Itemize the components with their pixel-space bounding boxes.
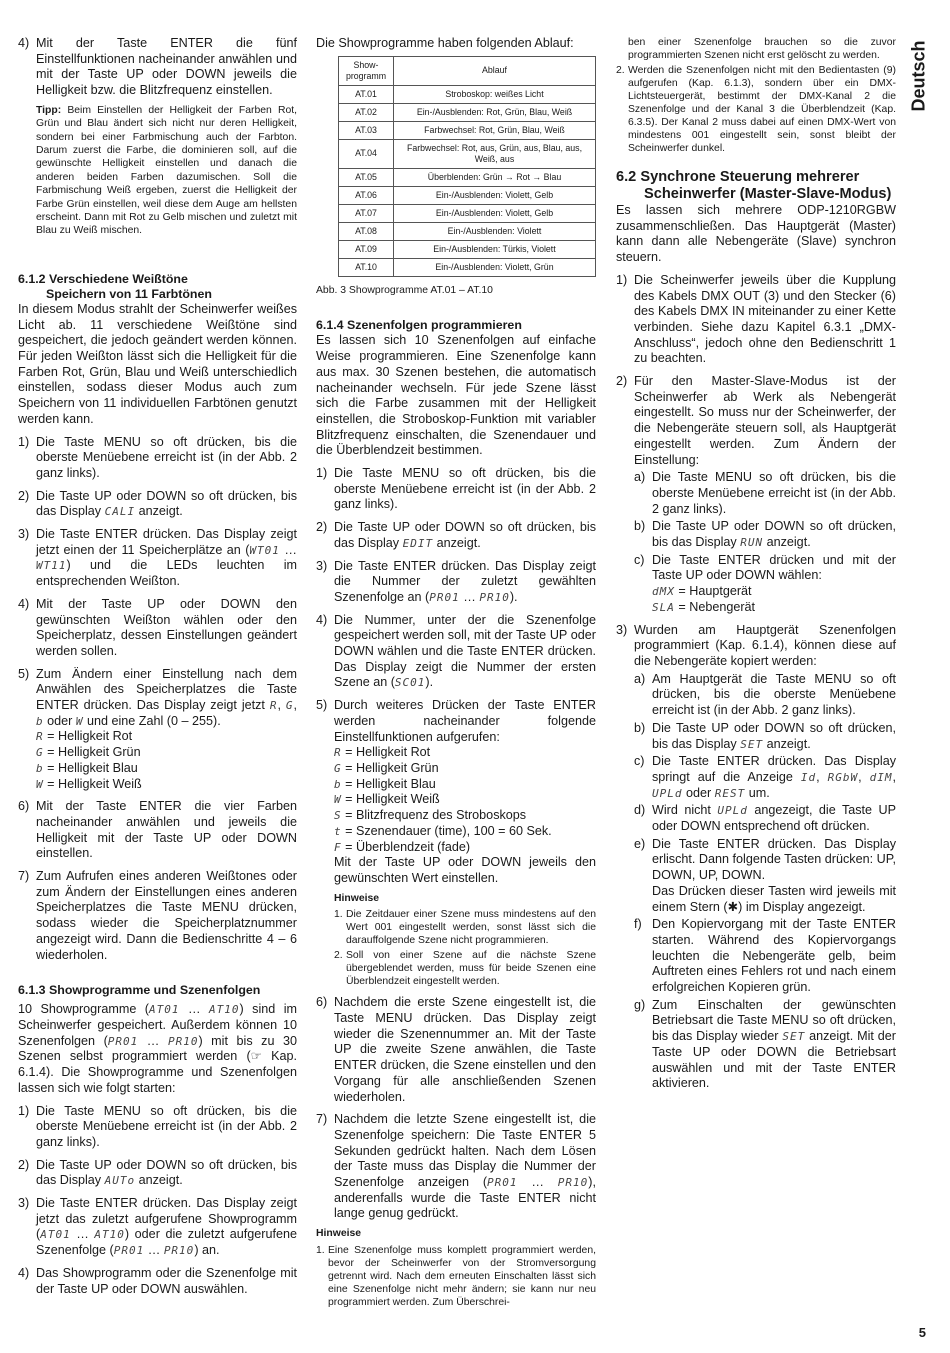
list-item: b) Die Taste UP oder DOWN so oft drücken, bis das Display RUN anzeigt. [634, 519, 896, 550]
definition-line: W = Helligkeit Weiß [334, 792, 440, 807]
tip-paragraph: Tipp: Beim Einstellen der Helligkeit der Farben Rot, Grün und Blau ändert sich nicht nur deren Helligkeit, sondern bei einer Farbmischung auch der Farbton. Darum zuerst die Farbe, die dominieren soll, auf die gewünschte Helligkeit einstellen und danach die anderen beiden Farben dazumischen. Soll die Farbmischung Weiß ergeben, zuerst die Helligkeit der Farbe Grün einstellen, weil diese dem Auge am hellsten erscheint. Dann mit Rot zu Gelb mischen und zuletzt mit Blau zu Weiß mischen. [36, 104, 298, 237]
steps-6-1-1-continued [18, 36, 297, 238]
list-item: 1) Die Taste MENU so oft drücken, bis die oberste Menüebene erreicht ist (in der Abb. 2 ganz links). [18, 1103, 297, 1149]
list-item: 1) Die Taste MENU so oft drücken, bis die oberste Menüebene erreicht ist (in der Abb. 2 ganz links). [316, 466, 596, 512]
notes-heading: Hinweise [334, 892, 380, 904]
definition-line: SLA = Nebengerät [652, 599, 756, 614]
list-item: 1) Die Taste MENU so oft drücken, bis die oberste Menüebene erreicht ist (in der Abb. 2 ganz links). [18, 434, 297, 480]
program-id-cell: AT.07 [339, 204, 394, 222]
lcd-text: RUN [740, 536, 764, 550]
list-item: c) Die Taste ENTER drücken. Das Display springt auf die Anzeige Id, RGbW, dIM, UPLd oder REST um. [634, 754, 897, 800]
table-row [339, 121, 596, 139]
paragraph: Es lassen sich 10 Szenenfolgen auf einfache Weise programmieren. Eine Szenenfolge kann aus max. 30 Szenen bestehen, die automatisch nacheinander wechseln. Für jede Szene lässt sich die Farbe zusammen mit der Helligkeit einstellen, die Stroboskop-Funktion mit variabler Blitzfrequenz einschalten, die Szenendauer und die Überblendzeit bestimmen. [316, 333, 596, 458]
note-item: ben einer Szenenfolge brauchen so die zuvor programmierten Szenen nicht erst gelöscht zu werden. [628, 37, 896, 61]
heading-6-1-3: 6.1.3 Showprogramme und Szenenfolgen [18, 983, 261, 998]
program-id-cell: AT.06 [339, 186, 394, 204]
list-item: 3) Die Taste ENTER drücken. Das Display zeigt jetzt einen der 11 Speicherplätze an (WT01 … WT11) und die LEDs leuchten im entsprechenden Weißton. [18, 527, 297, 589]
substeps [634, 470, 896, 615]
definition-line: R = Helligkeit Rot [36, 729, 133, 744]
lcd-text: WT11 [36, 559, 67, 573]
lcd-text: AUTo [104, 1174, 136, 1188]
table-header-cell: Ablauf [394, 56, 596, 85]
notes-heading: Hinweise [316, 1228, 362, 1240]
list-item: 2) Die Taste UP oder DOWN so oft drücken, bis das Display EDIT anzeigt. [316, 520, 596, 550]
lcd-text: W [75, 714, 84, 728]
heading-6-2: 6.2 Synchrone Steuerung mehrerer Scheinwerfer (Master-Slave-Modus) [616, 169, 892, 202]
lcd-text: EDIT [402, 536, 434, 550]
figure-caption: Abb. 3 Showprogramme AT.01 – AT.10 [316, 284, 493, 296]
heading-6-1-4: 6.1.4 Szenenfolgen programmieren [316, 318, 522, 333]
table-row [339, 168, 596, 186]
table-intro: Die Showprogramme haben folgenden Ablauf: [316, 36, 574, 50]
program-desc-cell: Ein-/Ausblenden: Violett, Gelb [394, 204, 596, 222]
list-item: 7) Zum Aufrufen eines anderen Weißtones oder zum Ändern der Einstellungen eines anderen Speicherplatzes die Taste MENU drücken, sodass wieder die Speicherplatznummer angezeigt wird. Dann die Bedienschritte 4 – 6 wiederholen. [18, 869, 297, 962]
definition-line: b = Helligkeit Blau [334, 776, 436, 791]
note-item: 1. Eine Szenenfolge muss komplett programmiert werden, bevor der Scheinwerfer von der Stromversorgung getrennt wird. Nach dem erneuten Einschalten lässt sich eine Szenenfolge nicht mehr ändern; sie kann nur neu programmiert werden. Zum Überschrei- [316, 1244, 596, 1308]
steps-6-2 [616, 273, 896, 1092]
column-2 [316, 36, 596, 1309]
definition-line: F = Überblendzeit (fade) [334, 839, 471, 854]
notes-list [334, 908, 596, 988]
list-item: 4) Die Nummer, unter der die Szenenfolge gespeichert werden soll, mit der Taste UP oder DOWN wählen und die Taste ENTER drücken. Das Display zeigt die Nummer der ersten Szene an (SC01). [316, 612, 596, 690]
program-desc-cell: Ein-/Ausblenden: Violett, Grün [394, 258, 596, 276]
list-item: 5) Zum Ändern einer Einstellung nach dem Anwählen des Speicherplatzes die Taste ENTER drücken. Das Display zeigt jetzt R, G, b oder W und eine Zahl (0 – 255). R = Helligkeit Rot G = Helligkeit Grün b = Helligkeit Blau W = Helligkeit Weiß [18, 666, 298, 791]
lcd-text: G [285, 699, 294, 713]
heading-6-1-2: 6.1.2 Verschiedene Weißtöne Speichern von 11 Farbtönen [18, 271, 212, 301]
steps-6-1-3 [18, 1104, 297, 1298]
list-item: 4) Das Showprogramm oder die Szenenfolge mit der Taste UP oder DOWN auswählen. [18, 1265, 297, 1296]
definition-line: G = Helligkeit Grün [36, 745, 141, 760]
steps-6-1-2 [18, 435, 297, 964]
lcd-text: SET [740, 737, 764, 751]
definition-line: W = Helligkeit Weiß [36, 776, 142, 791]
definition-line: b = Helligkeit Blau [36, 760, 138, 775]
program-desc-cell: Überblenden: Grün → Rot → Blau [394, 168, 596, 186]
lcd-text: WT01 [249, 543, 280, 557]
note-item: 2. Werden die Szenenfolgen nicht mit den Bedientasten (9) aufgerufen (Kap. 6.1.3), sondern über ein DMX-Lichtsteuergerät, bestimmt der DMX-Kanal 2 die Szenenfolge und der Kanal 3 die Überblendzeit (Kap. 6.3.5). Der Kanal 2 muss dabei auf einen DMX-Wert von mindestens 001 eingestellt sein, sonst bleibt der Scheinwerfer dunkel. [616, 65, 896, 154]
program-desc-cell: Farbwechsel: Rot, Grün, Blau, Weiß [394, 121, 596, 139]
lcd-text: b [36, 714, 44, 728]
list-item: 2) Die Taste UP oder DOWN so oft drücken, bis das Display AUTo anzeigt. [18, 1157, 297, 1188]
paragraph: Es lassen sich mehrere ODP-1210RGBW zusammenschließen. Das Hauptgerät (Master) kann dann alle Nebengeräte (Slave) synchron steuern. [616, 203, 896, 265]
list-item: a) Die Taste MENU so oft drücken, bis die oberste Menüebene erreicht ist (in der Abb. 2 ganz links). [634, 470, 896, 516]
list-item: 1) Die Scheinwerfer jeweils über die Kupplung des Kabels DMX OUT (3) und den Stecker (6) des Kabels DMX IN miteinander zu einer Kette verbinden. Siehe dazu Kapitel 6.3.1 „DMX-Anschluss“, jedoch ohne den Bedienschritt 1 zu beachten. [616, 272, 896, 366]
notes-list [316, 1244, 596, 1309]
definition-line: G = Helligkeit Grün [334, 760, 439, 775]
list-item: d) Wird nicht UPLd angezeigt, die Taste UP oder DOWN entsprechend oft drücken. [634, 803, 896, 834]
list-item: b) Die Taste UP oder DOWN so oft drücken, bis das Display SET anzeigt. [634, 720, 896, 751]
substeps [634, 672, 896, 1092]
program-desc-cell: Ein-/Ausblenden: Türkis, Violett [394, 240, 596, 258]
program-id-cell: AT.09 [339, 240, 394, 258]
program-id-cell: AT.05 [339, 168, 394, 186]
list-item: 7) Nachdem die letzte Szene eingestellt ist, die Szenenfolge speichern: Die Taste ENTER 5 Sekunden gedrückt halten. Nach dem Lösen der Taste muss das Display die Nummer der Szenenfolge anzeigen (PR01 … PR10), anderenfalls wurde die Taste ENTER nicht lange genug gedrückt. [316, 1112, 596, 1221]
list-item: 3) Wurden am Hauptgerät Szenenfolgen programmiert (Kap. 6.1.4), können diese auf die Nebengeräte kopiert werden: a) Am Hauptgerät die Taste MENU so oft drücken, bis die oberste Menüebene erreicht ist (in der Abb. 2 ganz links). b) Die Taste UP oder DOWN so oft drücken, bis das Display SET anzeigt. c) Die Taste ENTER drücken. Das Display springt auf die Anzeige Id, RGbW, dIM, UPLd oder REST um. d) Wird nicht UPLd angezeigt, die Taste UP oder DOWN entsprechend oft drücken. e) Die Taste ENTER drücken. Das Display erlischt. Dann folgende Tasten drücken: UP, DOWN, UP, DOWN. Das Drücken dieser Tasten wird jeweils mit einem Stern (✱) im Display angezeigt. f) Den Kopiervorgang mit der Taste ENTER starten. Während des Kopiervorgangs leuchten die Nebengeräte gelb, beim Auftreten eines Fehlers rot und nach einem erfolgreichen Kopieren grün. g) Zum Einschalten der gewünschten Betriebsart die Taste MENU so oft drücken, bis das Display wieder SET anzeigt. Mit der Taste UP oder DOWN die Betriebsart auswählen und mit der Taste ENTER aktivieren. [616, 622, 897, 1091]
tip-label: Tipp: [36, 104, 62, 116]
list-item: a) Am Hauptgerät die Taste MENU so oft drücken, bis die oberste Menüebene erreicht ist (in der Abb. 2 ganz links). [634, 671, 896, 718]
language-tab [904, 36, 934, 116]
table-header-row [339, 56, 596, 85]
list-item: e) Die Taste ENTER drücken. Das Display erlischt. Dann folgende Tasten drücken: UP, DOWN, UP, DOWN. Das Drücken dieser Tasten wird jeweils mit einem Stern (✱) im Display angezeigt. [634, 836, 896, 914]
list-item: 3) Die Taste ENTER drücken. Das Display zeigt die Nummer der zuletzt gewählten Szenenfolge an (PR01 … PR10). [316, 558, 596, 604]
list-item: 4) Mit der Taste UP oder DOWN den gewünschten Weißton wählen oder den Speicherplatz, dessen Einstellungen geändert werden sollen. [18, 596, 297, 658]
list-item: 5) Durch weiteres Drücken der Taste ENTER werden nacheinander folgende Einstellfunktionen aufgerufen: R = Helligkeit Rot G = Helligkeit Grün b = Helligkeit Blau W = Helligkeit Weiß S = Blitzfrequenz des Stroboskops t = Szenendauer (time), 100 = 60 Sek. F = Überblendzeit (fade) Mit der Taste UP oder DOWN jeweils den gewünschten Wert einstellen. Hinweise 1. Die Zeitdauer einer Szene muss mindestens auf den Wert 001 eingestellt werden, sonst lässt sich die darauffolgende Szene nicht programmieren. 2. Soll von einer Szene auf die nächste Szene übergeblendet werden, muss für beide Szenen eine Überblendzeit eingestellt werden. [316, 698, 596, 988]
list-item: 2) Die Taste UP oder DOWN so oft drücken, bis das Display CALI anzeigt. [18, 488, 297, 519]
program-desc-cell: Stroboskop: weißes Licht [394, 85, 596, 103]
notes-list-continued [616, 36, 896, 155]
page-number: 5 [918, 1325, 926, 1340]
list-item: g) Zum Einschalten der gewünschten Betriebsart die Taste MENU so oft drücken, bis das Display wieder SET anzeigt. Mit der Taste UP oder DOWN die Betriebsart auswählen und mit der Taste ENTER aktivieren. [634, 997, 896, 1091]
program-id-cell: AT.02 [339, 103, 394, 121]
definition-line: Mit der Taste UP oder DOWN jeweils den gewünschten Wert einstellen. [334, 855, 596, 885]
table-row [339, 258, 596, 276]
list-item: 6) Mit der Taste ENTER die vier Farben nacheinander anwählen und jeweils die Helligkeit mit der Taste UP oder DOWN einstellen. [18, 799, 297, 861]
list-item: 2) Für den Master-Slave-Modus ist der Scheinwerfer ab Werk als Nebengerät eingestellt. So muss nur der Scheinwerfer, der die Nebengeräte steuern soll, als Hauptgerät eingestellt werden. Zum Ändern der Einstellung: a) Die Taste MENU so oft drücken, bis die oberste Menüebene erreicht ist (in der Abb. 2 ganz links). b) Die Taste UP oder DOWN so oft drücken, bis das Display RUN anzeigt. c) Die Taste ENTER drücken und mit der Taste UP oder DOWN wählen: dMX = Hauptgerät SLA = Nebengerät [616, 374, 896, 614]
list-item: 3) Die Taste ENTER drücken. Das Display zeigt jetzt das zuletzt aufgerufene Showprogramm (AT01 … AT10) oder die zuletzt aufgerufene Szenenfolge (PR01 … PR10) an. [18, 1196, 297, 1258]
column-3 [616, 36, 896, 1092]
program-desc-cell: Ein-/Ausblenden: Rot, Grün, Blau, Weiß [394, 103, 596, 121]
table-row [339, 204, 596, 222]
table-row [339, 186, 596, 204]
table-row [339, 240, 596, 258]
list-item: f) Den Kopiervorgang mit der Taste ENTER starten. Während des Kopiervorgangs leuchten die Nebengeräte gelb, beim Auftreten eines Fehlers rot und nach einem erfolgreichen Kopieren grün. [634, 917, 896, 995]
showprogram-table [338, 56, 596, 277]
program-id-cell: AT.03 [339, 121, 394, 139]
program-id-cell: AT.01 [339, 85, 394, 103]
note-item: 1. Die Zeitdauer einer Szene muss mindestens auf den Wert 001 eingestellt werden, sonst lässt sich die darauffolgende Szene nicht programmieren. [334, 909, 596, 947]
list-item: c) Die Taste ENTER drücken und mit der Taste UP oder DOWN wählen: dMX = Hauptgerät SLA = Nebengerät [634, 552, 896, 614]
definition-line: t = Szenendauer (time), 100 = 60 Sek. [334, 823, 552, 838]
program-id-cell: AT.10 [339, 258, 394, 276]
table-row [339, 85, 596, 103]
paragraph: In diesem Modus strahlt der Scheinwerfer weißes Licht ab. 11 verschiedene Weißtöne sind gespeichert, die jedoch geändert werden können. Für jeden Weißton lässt sich die Helligkeit für die Farben Rot, Grün, Blau und Weiß unterschiedlich einstellen, sodass dieser Modus auch zum Speichern von 11 individuellen Farbtönen genutzt werden kann. [18, 301, 297, 426]
definition-line: dMX = Hauptgerät [652, 584, 752, 599]
paragraph: 10 Showprogramme (AT01 … AT10) sind im Scheinwerfer gespeichert. Außerdem können 10 Szenenfolgen (PR01 … PR10) mit bis zu 30 Szenen selbst programmiert werden (☞ Kap. 6.1.4). Die Showprogramme und Szenenfolgen lassen sich wie folgt starten: [18, 1002, 297, 1095]
program-id-cell: AT.08 [339, 222, 394, 240]
note-item: 2. Soll von einer Szene auf die nächste Szene übergeblendet werden, muss für beide Szenen eine Überblendzeit eingestellt werden. [334, 950, 596, 988]
program-id-cell: AT.04 [339, 139, 394, 168]
program-desc-cell: Farbwechsel: Rot, aus, Grün, aus, Blau, aus, Weiß, aus [394, 139, 596, 168]
list-item: 6) Nachdem die erste Szene eingestellt ist, die Taste MENU drücken. Das Display zeigt wieder die Szenennummer an. Mit der Taste UP die zweite Szene anwählen, die Taste ENTER drücken, die Szene einstellen und den Vorgang für alle anschließenden Szenen wiederholen. [316, 995, 596, 1104]
column-1 [18, 36, 297, 1297]
program-desc-cell: Ein-/Ausblenden: Violett, Gelb [394, 186, 596, 204]
lcd-text: R [269, 699, 278, 713]
definition-line: R = Helligkeit Rot [334, 745, 431, 760]
table-row [339, 222, 596, 240]
table-header-cell: Show-programm [339, 56, 394, 85]
definition-line: S = Blitzfrequenz des Stroboskops [334, 808, 527, 823]
table-row [339, 139, 596, 168]
steps-6-1-4 [316, 466, 596, 1222]
definition-line: Das Drücken dieser Tasten wird jeweils mit einem Stern (✱) im Display angezeigt. [652, 883, 896, 914]
list-item: 4) Mit der Taste ENTER die fünf Einstellfunktionen nacheinander anwählen und mit der Taste UP oder DOWN jeweils die Helligkeit bzw. die Blitzfrequenz einstellen. Tipp: Beim Einstellen der Helligkeit der Farben Rot, Grün und Blau ändert sich nicht nur deren Helligkeit, sondern bei einer Farbmischung auch der Farbton. Darum zuerst die Farbe, die dominieren soll, auf die gewünschte Helligkeit einstellen und danach die anderen beiden Farben dazumischen. Soll die Farbmischung Weiß ergeben, zuerst die Helligkeit der Farbe Grün einstellen, weil diese dem Auge am hellsten erscheint. Dann mit Rot zu Gelb mischen und zuletzt mit Blau zu Weiß mischen. [18, 36, 298, 237]
table-row [339, 103, 596, 121]
language-label: Deutsch [908, 40, 929, 112]
lcd-text: CALI [104, 505, 136, 519]
program-desc-cell: Ein-/Ausblenden: Violett [394, 222, 596, 240]
